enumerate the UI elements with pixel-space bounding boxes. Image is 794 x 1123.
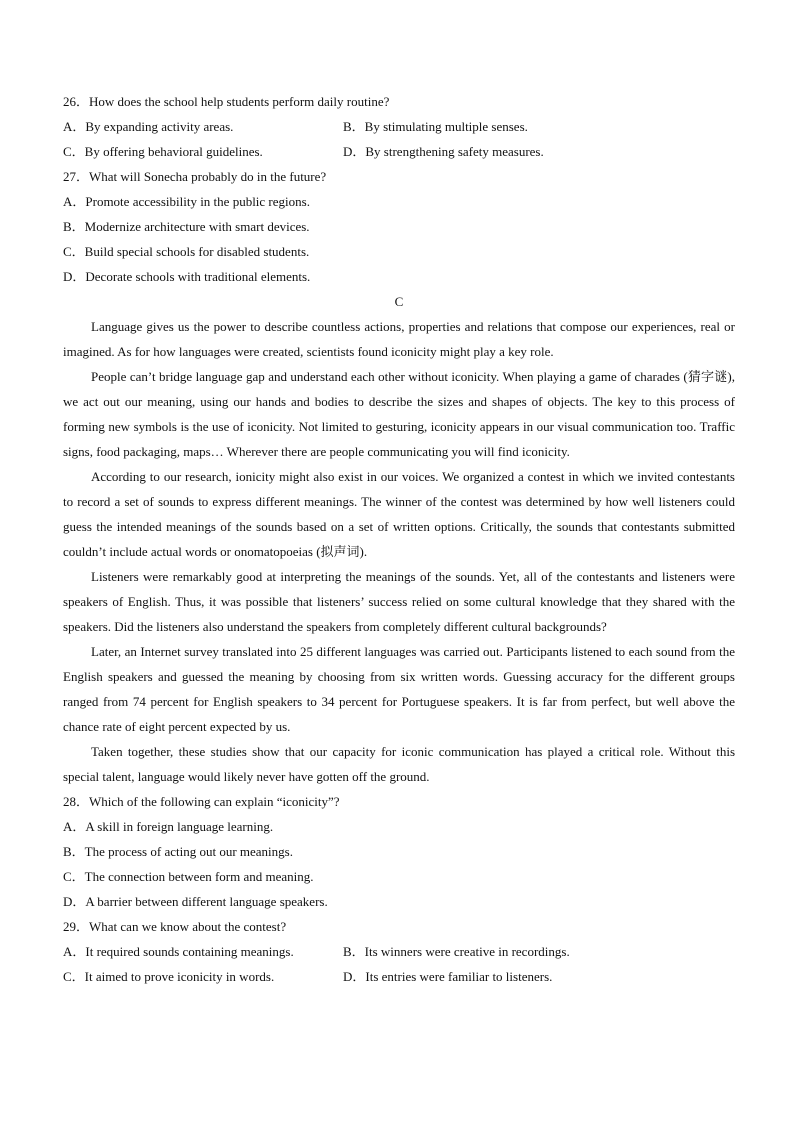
- question-29-options-row-1: [63, 939, 735, 964]
- question-29-option-a: A．It required sounds containing meanings.: [63, 944, 294, 959]
- question-26-options-row-2: [63, 139, 735, 164]
- question-26-option-d: D．By strengthening safety measures.: [343, 144, 544, 159]
- passage-paragraph: People can’t bridge language gap and understand each other without iconicity. When playing a game of charades (猜字谜), we act out our meaning, using our hands and bodies to describe the sizes and shapes of objects. The key to this process of forming new symbols is the use of iconicity. Not limited to gesturing, iconicity appears in our visual communication too. Traffic signs, food packaging, maps… Wherever there are people communicating you will find iconicity.: [63, 369, 735, 459]
- question-26-options-row-1: [63, 114, 735, 139]
- passage-paragraph: Listeners were remarkably good at interpreting the meanings of the sounds. Yet, all of the contestants and listeners were speakers of English. Thus, it was possible that listeners’ success relied on some cultural knowledge that they shared with the speakers. Did the listeners also understand the speakers from completely different cultural backgrounds?: [63, 569, 735, 634]
- question-27-stem: 27．What will Sonecha probably do in the future?: [63, 169, 327, 184]
- question-26-stem: 26．How does the school help students perform daily routine?: [63, 94, 390, 109]
- question-26-option-a: A．By expanding activity areas.: [63, 119, 234, 134]
- question-27-option-b: B．Modernize architecture with smart devices.: [63, 219, 310, 234]
- passage-paragraph: According to our research, ionicity might also exist in our voices. We organized a contest in which we invited contestants to record a set of sounds to express different meanings. The winner of the contest was determined by how well listeners could guess the intended meanings of the sounds based on a set of written options. Critically, the sounds that contestants submitted couldn’t include actual words or onomatopoeias (拟声词).: [63, 469, 735, 559]
- question-28-option-b: B．The process of acting out our meanings.: [63, 844, 293, 859]
- question-29-option-c: C．It aimed to prove iconicity in words.: [63, 969, 275, 984]
- page-content: [63, 89, 735, 989]
- question-26-option-b: B．By stimulating multiple senses.: [343, 119, 528, 134]
- question-28-option-d: D．A barrier between different language speakers.: [63, 894, 328, 909]
- question-29-option-d: D．Its entries were familiar to listeners.: [343, 969, 553, 984]
- question-29-option-b: B．Its winners were creative in recordings.: [343, 944, 570, 959]
- question-29-options-row-2: [63, 964, 735, 989]
- question-27-option-d: D．Decorate schools with traditional elements.: [63, 269, 311, 284]
- question-26-option-c: C．By offering behavioral guidelines.: [63, 144, 263, 159]
- question-27-option-c: C．Build special schools for disabled students.: [63, 244, 310, 259]
- question-29-stem: 29．What can we know about the contest?: [63, 919, 287, 934]
- question-28-option-c: C．The connection between form and meaning.: [63, 869, 314, 884]
- passage-paragraph: Taken together, these studies show that our capacity for iconic communication has played a critical role. Without this special talent, language would likely never have gotten off the ground.: [63, 744, 735, 784]
- section-label: C: [394, 294, 404, 309]
- passage-paragraph: Later, an Internet survey translated into 25 different languages was carried out. Participants listened to each sound from the English speakers and guessed the meaning by choosing from six written words. Guessing accuracy for the different groups ranged from 74 percent for English speakers to 34 percent for Portuguese speakers. It is far from perfect, but well above the chance rate of eight percent expected by us.: [63, 644, 735, 734]
- question-27-option-a: A．Promote accessibility in the public regions.: [63, 194, 310, 209]
- passage-paragraph: Language gives us the power to describe countless actions, properties and relations that compose our experiences, real or imagined. As for how languages were created, scientists found iconicity might play a key role.: [63, 319, 735, 359]
- question-28-stem: 28．Which of the following can explain “iconicity”?: [63, 794, 340, 809]
- question-28-option-a: A．A skill in foreign language learning.: [63, 819, 274, 834]
